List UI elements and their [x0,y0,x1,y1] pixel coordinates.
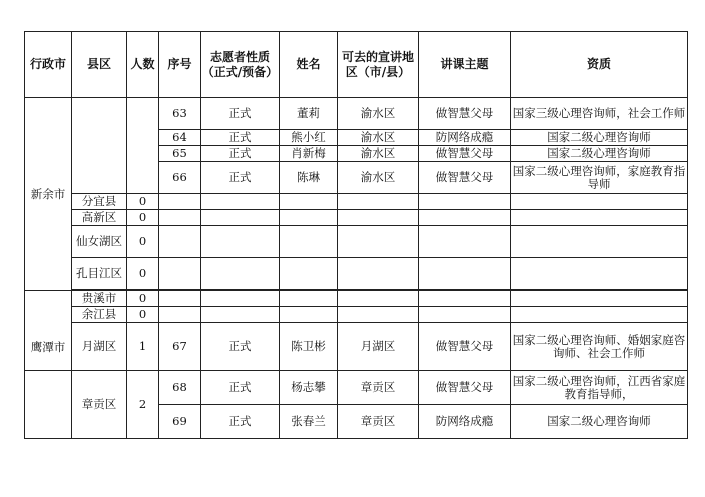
count-cell: 1 [127,323,159,371]
count-cell [127,98,159,194]
city-cell: 鹰潭市 [25,291,72,371]
header-name: 姓名 [280,32,338,98]
header-count: 人数 [127,32,159,98]
name-cell: 杨志攀 [280,371,338,405]
type-cell: 正式 [201,130,280,146]
qualification-cell: 国家三级心理咨询师，社会工作师 [511,98,688,130]
area-cell: 章贡区 [338,371,419,405]
header-seq: 序号 [159,32,201,98]
area-cell: 渝水区 [338,130,419,146]
table-row [25,323,688,371]
area-cell: 渝水区 [338,162,419,194]
qualification-cell: 国家二级心理咨询师、婚姻家庭咨询师、社会工作师 [511,323,688,371]
county-cell: 仙女湖区 [72,226,127,258]
topic-cell: 防网络成瘾 [419,130,511,146]
count-cell: 2 [127,371,159,439]
seq-cell: 63 [159,98,201,130]
page-top-margin [0,0,705,30]
county-cell [72,98,127,194]
table-row [25,194,688,210]
table-row [25,98,688,130]
type-cell: 正式 [201,323,280,371]
topic-cell: 做智慧父母 [419,162,511,194]
county-cell: 孔目江区 [72,258,127,290]
table-row [25,291,688,307]
qualification-cell: 国家二级心理咨询师 [511,146,688,162]
count-cell: 0 [127,210,159,226]
seq-cell: 68 [159,371,201,405]
count-cell: 0 [127,307,159,323]
qualification-cell: 国家二级心理咨询师 [511,130,688,146]
header-topic: 讲课主题 [419,32,511,98]
name-cell: 陈卫彬 [280,323,338,371]
name-cell: 张春兰 [280,405,338,439]
county-cell: 分宜县 [72,194,127,210]
topic-cell: 做智慧父母 [419,146,511,162]
qualification-cell: 国家二级心理咨询师，江西省家庭教育指导师， [511,371,688,405]
county-cell: 章贡区 [72,371,127,439]
table-row [25,307,688,323]
topic-cell: 做智慧父母 [419,371,511,405]
table-row [25,371,688,405]
topic-cell: 做智慧父母 [419,98,511,130]
city-cell [25,371,72,439]
county-cell: 月湖区 [72,323,127,371]
county-cell: 高新区 [72,210,127,226]
table-row [25,258,688,290]
area-cell: 章贡区 [338,405,419,439]
type-cell: 正式 [201,146,280,162]
type-cell: 正式 [201,162,280,194]
name-cell: 熊小红 [280,130,338,146]
count-cell: 0 [127,258,159,290]
area-cell: 渝水区 [338,146,419,162]
type-cell: 正式 [201,98,280,130]
seq-cell: 69 [159,405,201,439]
header-volunteer-type: 志愿者性质（正式/预备） [201,32,280,98]
city-cell: 新余市 [25,98,72,291]
header-area: 可去的宣讲地区（市/县） [338,32,419,98]
county-cell: 余江县 [72,307,127,323]
header-county: 县区 [72,32,127,98]
area-cell: 月湖区 [338,323,419,371]
count-cell: 0 [127,291,159,307]
name-cell: 董莉 [280,98,338,130]
seq-cell: 64 [159,130,201,146]
seq-cell: 67 [159,323,201,371]
qualification-cell: 国家二级心理咨询师 [511,405,688,439]
header-qualification: 资质 [511,32,688,98]
name-cell: 肖新梅 [280,146,338,162]
county-cell: 贵溪市 [72,291,127,307]
qualification-cell: 国家二级心理咨询师，家庭教育指导师 [511,162,688,194]
type-cell: 正式 [201,405,280,439]
topic-cell: 防网络成瘾 [419,405,511,439]
seq-cell: 65 [159,146,201,162]
count-cell: 0 [127,194,159,210]
table-row [25,210,688,226]
table-row [25,226,688,258]
type-cell: 正式 [201,371,280,405]
count-cell: 0 [127,226,159,258]
name-cell: 陈琳 [280,162,338,194]
seq-cell: 66 [159,162,201,194]
volunteer-table [24,31,688,439]
header-row [25,32,688,98]
area-cell: 渝水区 [338,98,419,130]
header-city: 行政市 [25,32,72,98]
topic-cell: 做智慧父母 [419,323,511,371]
